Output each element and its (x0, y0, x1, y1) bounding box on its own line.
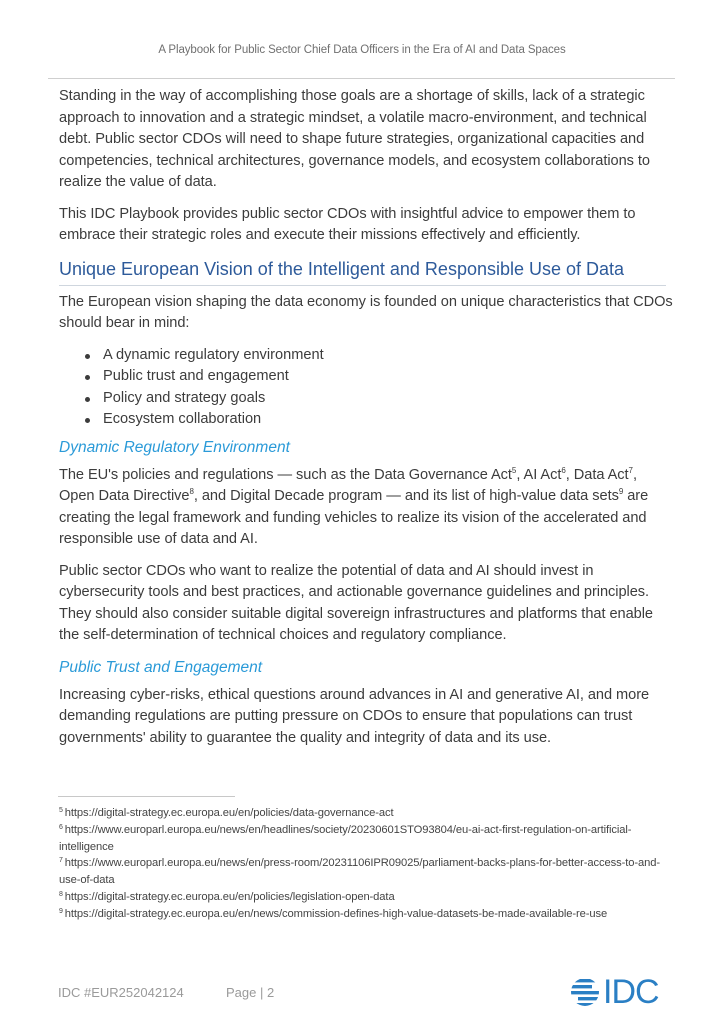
list-item-text: Public trust and engagement (103, 368, 289, 384)
idc-logo (570, 975, 675, 1009)
footnote-ref[interactable]: 9 (618, 487, 624, 496)
list-item-text: A dynamic regulatory environment (103, 346, 324, 363)
footnote-link[interactable]: https://www.europarl.europa.eu/news/en/press-room/20231106IPR09025/parliament-backs-plans-for-better-access-to-and-use-of-data (59, 857, 661, 887)
subheading-trust: Public Trust and Engagement (59, 658, 263, 676)
footnote-item (59, 906, 669, 923)
page-footer (58, 985, 274, 1000)
list-item (59, 409, 674, 431)
bullet-icon (85, 397, 90, 402)
regulatory-paragraph-2: Public sector CDOs who want to realize the potential of data and AI should invest in cybersecurity tools and best practices, and actionable governance guidelines and principles. They should also consider suitable digital sovereign infrastructures and platforms that enable the self-determination of technical choices and regulatory compliance. (59, 562, 653, 643)
footnote-link[interactable]: https://www.europarl.europa.eu/news/en/headlines/society/20230601STO93804/eu-ai-act-first-regulation-on-artificial-intelligence (59, 823, 632, 853)
running-header: A Playbook for Public Sector Chief Data Officers in the Era of AI and Data Spaces (158, 44, 566, 56)
footnote-link[interactable]: https://digital-strategy.ec.europa.eu/en/policies/legislation-open-data (64, 890, 395, 903)
subheading-regulatory: Dynamic Regulatory Environment (59, 438, 290, 456)
footnote-item (59, 889, 669, 906)
footnote-number: 6 (59, 823, 63, 831)
footnote-divider (58, 796, 235, 797)
list-item (59, 345, 674, 367)
text-run: , and Digital Decade program — and its list of high-value data sets (193, 488, 619, 504)
list-item (59, 388, 674, 410)
footnote-ref[interactable]: 7 (628, 465, 633, 475)
document-id: IDC #EUR252042124 (58, 985, 184, 1000)
section-heading: Unique European Vision of the Intelligent and Responsible Use of Data (59, 257, 666, 286)
bullet-icon (85, 354, 90, 359)
intro-paragraph-1: Standing in the way of accomplishing those goals are a shortage of skills, lack of a strategic approach to innovation and a strategic mindset, a volatile macro-environment, and technical debt. Public sector CDOs will need to shape future strategies, organizational capacities and competencies, technical architectures, governance models, and ecosystem collaborations to realize the value of data. (59, 88, 650, 190)
page-content (59, 86, 674, 759)
regulatory-paragraph-1 (59, 465, 674, 551)
text-run: The EU's policies and regulations — such as the Data Governance Act (59, 466, 512, 483)
footnote-item (59, 805, 669, 822)
logo-text: IDC (603, 973, 659, 1011)
idc-globe-icon (570, 977, 600, 1007)
text-run: are creating the legal framework and funding vehicles to realize its vision of the accelerated and responsible use of data and AI. (59, 488, 649, 547)
header-divider (48, 78, 675, 79)
footnote-item (59, 822, 669, 856)
footnote-number: 9 (59, 907, 63, 915)
footnote-number: 5 (59, 807, 63, 814)
page-number: Page | 2 (226, 985, 275, 1000)
section-intro: The European vision shaping the data economy is founded on unique characteristics that CDOs should bear in mind: (59, 293, 673, 331)
footnote-ref[interactable]: 8 (189, 487, 194, 496)
text-run: , Open Data Directive (59, 466, 637, 504)
text-run: , Data Act (565, 466, 629, 483)
footnote-number: 7 (59, 857, 63, 865)
footnote-link[interactable]: https://digital-strategy.ec.europa.eu/en/policies/data-governance-act (64, 807, 394, 819)
intro-paragraph-2: This IDC Playbook provides public sector CDOs with insightful advice to empower them to embrace their strategic roles and execute their missions effectively and efficiently. (59, 205, 636, 243)
list-item (59, 366, 674, 388)
characteristics-list (59, 345, 674, 431)
footnote-number: 8 (59, 890, 63, 898)
footnote-ref[interactable]: 6 (561, 465, 566, 475)
footnote-ref[interactable]: 5 (511, 465, 517, 475)
trust-paragraph-1: Increasing cyber-risks, ethical questions around advances in AI and generative AI, and more demanding regulations are putting pressure on CDOs to ensure that populations can trust governments' ability to guarantee the quality and integrity of data and its use. (59, 686, 650, 746)
footnote-item (59, 855, 669, 889)
list-item-text: Policy and strategy goals (103, 389, 266, 406)
bullet-icon (85, 375, 90, 380)
text-run: , AI Act (516, 466, 562, 483)
footnotes (59, 805, 669, 923)
bullet-icon (85, 418, 90, 423)
list-item-text: Ecosystem collaboration (103, 411, 262, 427)
footnote-link[interactable]: https://digital-strategy.ec.europa.eu/en/news/commission-defines-high-value-datasets-be-made-available-re-use (64, 907, 608, 920)
